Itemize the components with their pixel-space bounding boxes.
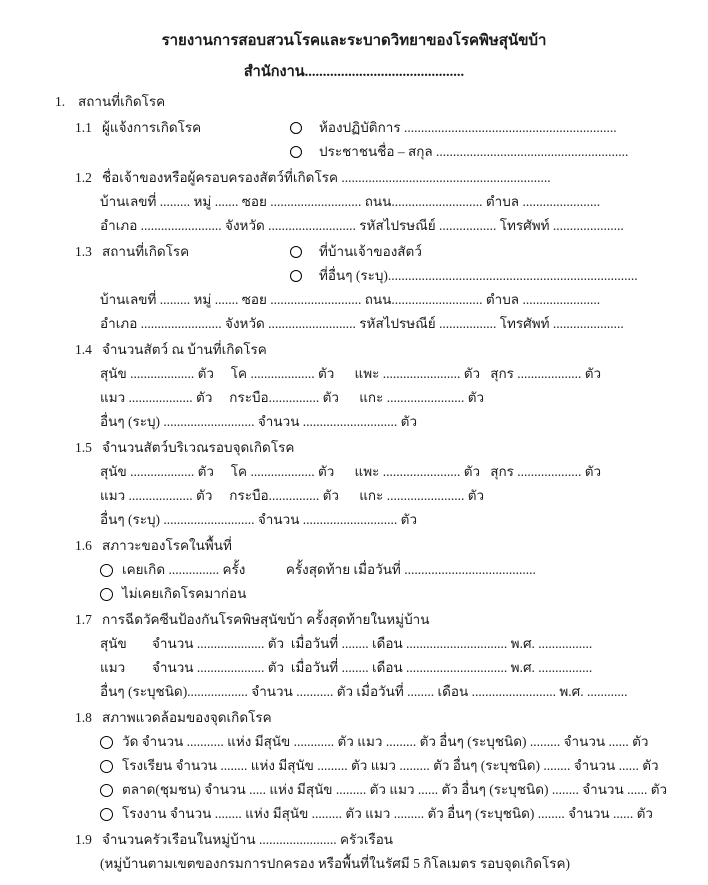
vaccination-blanks: จำนวน .................... ตัว เมื่อวันที่ ........ เดือน .............................. พ.ศ. ................	[152, 660, 593, 675]
option-other-location-label: ที่อื่นๆ (ระบุ)..........................................................................	[319, 268, 638, 283]
animal-count-blanks: สุนัข ................... ตัว โค ................... ตัว แพะ ....................... ตัว สุกร ................... ตัว	[100, 366, 602, 381]
radio-owner-house[interactable]	[290, 246, 302, 258]
item-1-8-option-1-row	[75, 730, 676, 754]
radio-school[interactable]	[100, 760, 113, 773]
section-title: สถานที่เกิดโรค	[78, 94, 166, 109]
item-1-6-option-2-row	[75, 582, 676, 606]
item-1-3-option-2-row	[75, 264, 676, 288]
item-1-3-number: 1.3	[75, 244, 92, 259]
item-1-7-label: การฉีดวัคซีนป้องกันโรคพิษสุนัขบ้า ครั้งสุดท้ายในหมู่บ้าน	[102, 612, 430, 627]
item-1-7-row	[75, 608, 676, 632]
radio-no-previous-disease[interactable]	[100, 588, 113, 601]
section-1-header	[55, 90, 676, 114]
item-1-3-label: สถานที่เกิดโรค	[102, 244, 190, 259]
item-1-7-cat-line	[75, 656, 676, 680]
option-temple-label: วัด จำนวน ........... แห่ง มีสุนัข ............ ตัว แมว ......... ตัว อื่นๆ (ระบุชนิด) ......... จำนวน ...... ตัว	[122, 734, 649, 749]
item-1-4-row	[75, 338, 676, 362]
item-1-4-label: จำนวนสัตว์ ณ บ้านที่เกิดโรค	[102, 342, 267, 357]
item-1-9-row	[75, 828, 676, 852]
animal-cat-label: แมว	[100, 660, 126, 675]
item-1-8-option-2-row	[75, 754, 676, 778]
item-1-5-animal-line-2	[75, 484, 676, 508]
address-blank-line: บ้านเลขที่ ......... หมู่ ....... ซอย ........................... ถนน........................... ตำบล .......................	[100, 292, 601, 307]
item-1-7-number: 1.7	[75, 612, 92, 627]
section-number: 1.	[55, 94, 66, 109]
item-1-2-row	[75, 166, 676, 190]
option-owner-house-label: ที่บ้านเจ้าของสัตว์	[319, 244, 422, 259]
item-1-8-label: สภาพแวดล้อมของจุดเกิดโรค	[102, 710, 272, 725]
radio-factory[interactable]	[100, 808, 113, 821]
item-1-3-address-line-1	[75, 288, 676, 312]
item-1-8-option-4-row	[75, 802, 676, 826]
item-1-5-animal-line-3	[75, 508, 676, 532]
animal-count-blanks: แมว ................... ตัว กระบือ............... ตัว แกะ ....................... ตัว	[100, 488, 485, 503]
option-never-occurred-label: ไม่เคยเกิดโรคมาก่อน	[122, 586, 247, 601]
item-1-6-option-1-row	[75, 558, 676, 582]
item-1-1-row	[75, 116, 676, 140]
item-1-2-address-line-1	[75, 190, 676, 214]
animal-count-blanks: แมว ................... ตัว กระบือ............... ตัว แกะ ....................... ตัว	[100, 390, 485, 405]
address-blank-line: อำเภอ ........................ จังหวัด .......................... รหัสไปรษณีย์ ................. โทรศัพท์ .....................	[100, 218, 624, 233]
item-1-8-number: 1.8	[75, 710, 92, 725]
item-1-6-number: 1.6	[75, 538, 92, 553]
item-1-9-number: 1.9	[75, 832, 92, 847]
item-1-3-row	[75, 240, 676, 264]
village-definition-note: (หมู่บ้านตามเขตของกรมการปกครอง หรือพื้นที่ในรัศมี 5 กิโลเมตร รอบจุดเกิดโรค)	[100, 856, 571, 871]
animal-dog-label: สุนัข	[100, 636, 127, 651]
item-1-8-row	[75, 706, 676, 730]
address-blank-line: อำเภอ ........................ จังหวัด .......................... รหัสไปรษณีย์ ................. โทรศัพท์ .....................	[100, 316, 624, 331]
item-1-5-label: จำนวนสัตว์บริเวณรอบจุดเกิดโรค	[102, 440, 295, 455]
item-1-1-option-2-row	[75, 140, 676, 164]
item-1-7-dog-line	[75, 632, 676, 656]
item-1-1-label: ผู้แจ้งการเกิดโรค	[102, 120, 202, 135]
item-1-9-label: จำนวนครัวเรือนในหมู่บ้าน ....................... ครัวเรือน	[102, 832, 394, 847]
item-1-3-address-line-2	[75, 312, 676, 336]
item-1-4-animal-line-1	[75, 362, 676, 386]
radio-market[interactable]	[100, 784, 113, 797]
item-1-8-option-3-row	[75, 778, 676, 802]
item-1-6-label: สภาวะของโรคในพื้นที่	[102, 538, 232, 553]
item-1-2-address-line-2	[75, 214, 676, 238]
office-name-blank: สำนักงาน............................................	[243, 64, 465, 80]
animal-other-blanks: อื่นๆ (ระบุ) ........................... จำนวน ............................ ตัว	[100, 512, 418, 527]
item-1-4-animal-line-2	[75, 386, 676, 410]
radio-disease-occurred-before[interactable]	[100, 564, 113, 577]
item-1-7-other-line	[75, 680, 676, 704]
item-1-2-number: 1.2	[75, 170, 92, 185]
option-market-label: ตลาด(ชุมชน) จำนวน ..... แห่ง มีสุนัข ......... ตัว แมว ...... ตัว อื่นๆ (ระบุชนิด) ........ จำนวน ...... ตัว	[122, 782, 668, 797]
item-1-2-label: ชื่อเจ้าของหรือผู้ครอบครองสัตว์ที่เกิดโรค ..............................................................	[102, 170, 551, 185]
document-title: รายงานการสอบสวนโรคและระบาดวิทยาของโรคพิษสุนัขบ้า	[161, 33, 547, 49]
option-factory-label: โรงงาน จำนวน ........ แห่ง มีสุนัข ......... ตัว แมว ......... ตัว อื่นๆ (ระบุชนิด) ........ จำนวน ...... ตัว	[122, 806, 653, 821]
option-occurred-label: เคยเกิด ............... ครั้ง ครั้งสุดท้าย เมื่อวันที่ .......................................	[122, 562, 536, 577]
option-school-label: โรงเรียน จำนวน ........ แห่ง มีสุนัข ......... ตัว แมว ......... ตัว อื่นๆ (ระบุชนิด) ........ จำนวน ...... ตัว	[122, 758, 659, 773]
item-1-4-animal-line-3	[75, 410, 676, 434]
radio-temple[interactable]	[100, 736, 113, 749]
item-1-6-row	[75, 534, 676, 558]
option-laboratory-label: ห้องปฏิบัติการ ...............................................................	[319, 120, 617, 135]
animal-other-blanks: อื่นๆ (ระบุ) ........................... จำนวน ............................ ตัว	[100, 414, 418, 429]
item-1-5-number: 1.5	[75, 440, 92, 455]
radio-other-location[interactable]	[290, 270, 302, 282]
item-1-5-row	[75, 436, 676, 460]
item-1-5-animal-line-1	[75, 460, 676, 484]
item-1-1-number: 1.1	[75, 120, 92, 135]
radio-laboratory[interactable]	[290, 122, 302, 134]
radio-citizen-name[interactable]	[290, 146, 302, 158]
vaccination-blanks: จำนวน .................... ตัว เมื่อวันที่ ........ เดือน .............................. พ.ศ. ................	[152, 636, 593, 651]
item-1-9-note-row	[75, 852, 676, 876]
animal-count-blanks: สุนัข ................... ตัว โค ................... ตัว แพะ ....................... ตัว สุกร ................... ตัว	[100, 464, 602, 479]
item-1-4-number: 1.4	[75, 342, 92, 357]
address-blank-line: บ้านเลขที่ ......... หมู่ ....... ซอย ........................... ถนน........................... ตำบล .......................	[100, 194, 601, 209]
vaccination-other-blanks: อื่นๆ (ระบุชนิด).................. จำนวน ........... ตัว เมื่อวันที่ ........ เดือน ......................... พ.ศ. ............	[100, 684, 628, 699]
option-citizen-label: ประชาชนชื่อ – สกุล .........................................................	[319, 144, 629, 159]
